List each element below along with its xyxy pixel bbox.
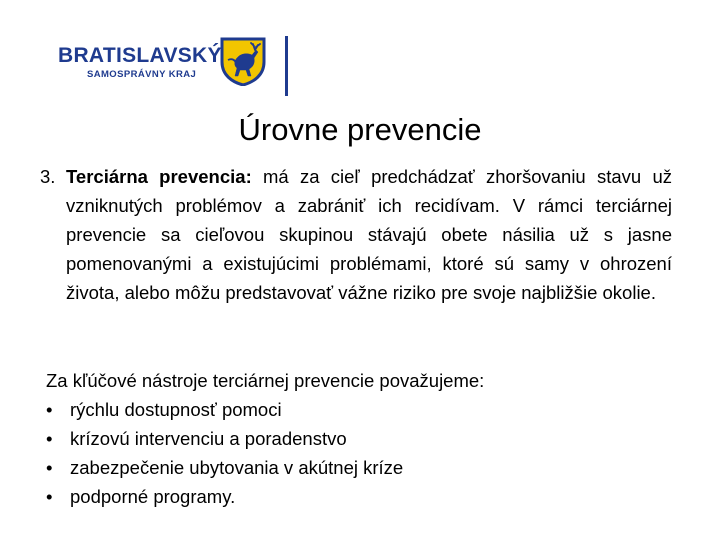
- page-title: Úrovne prevencie: [238, 112, 482, 147]
- list-item-text: podporné programy.: [70, 486, 236, 507]
- list-item: [46, 424, 676, 453]
- tools-intro: Za kľúčové nástroje terciárnej prevencie považujeme:: [46, 370, 485, 391]
- list-item: [46, 453, 676, 482]
- point-text: má za cieľ predchádzať zhoršovaniu stavu už vzniknutých problémov a zabrániť ich recidívam. V rámci terciárnej prevencie sa cieľovou skupinou stávajú obete násilia už s jasne pomenovanými a existujúcimi problémami, ktoré sú samy v ohrození života, alebo môžu predstavovať vážne riziko pre svoje najbližšie okolie.: [66, 166, 672, 303]
- list-item-text: zabezpečenie ubytovania v akútnej kríze: [70, 457, 404, 478]
- tools-list: [46, 395, 676, 511]
- bullet: •: [46, 428, 53, 449]
- tools-section: [46, 366, 676, 511]
- logo: [58, 36, 298, 96]
- bullet: •: [46, 399, 53, 420]
- list-item: [46, 395, 676, 424]
- bullet: •: [46, 457, 53, 478]
- logo-org-subtitle: SAMOSPRÁVNY KRAJ: [87, 69, 197, 80]
- list-item: [46, 482, 676, 511]
- tertiary-prevention-point: [40, 162, 672, 307]
- list-item-text: krízovú intervenciu a poradenstvo: [70, 428, 347, 449]
- logo-divider: [285, 36, 288, 96]
- bullet: •: [46, 486, 53, 507]
- logo-org-name: BRATISLAVSKÝ: [58, 44, 222, 67]
- list-item-text: rýchlu dostupnosť pomoci: [70, 399, 282, 420]
- point-number: 3.: [40, 166, 56, 187]
- deer-crest-icon: [218, 36, 268, 86]
- point-body: [66, 162, 672, 307]
- point-lead: Terciárna prevencia:: [66, 166, 252, 187]
